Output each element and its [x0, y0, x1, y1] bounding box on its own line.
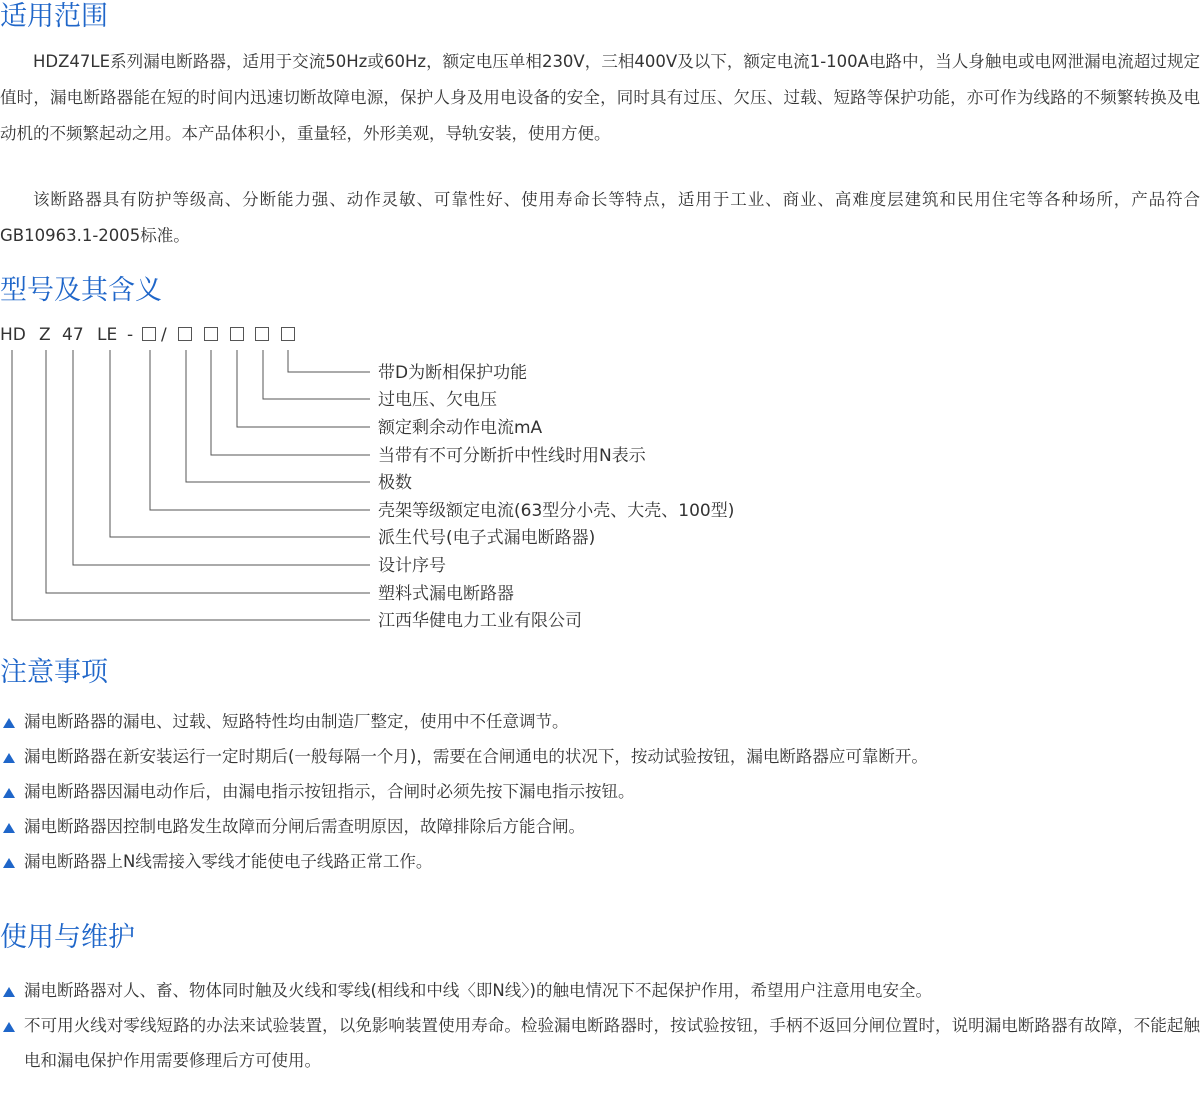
model-code-dash: -: [127, 325, 134, 345]
meaning-frame-current: 壳架等级额定电流(63型分小壳、大壳、100型): [378, 501, 735, 521]
list-item-text: 漏电断路器因控制电路发生故障而分闸后需查明原因，故障排除后方能合闸。: [24, 817, 585, 836]
leader-line: [263, 350, 370, 399]
list-item-text: 不可用火线对零线短路的办法来试验装置，以免影响装置使用寿命。检验漏电断路器时，按试验按钮，手柄不返回分闸位置时，说明漏电断路器有故障，不能起触电和漏电保护作用需要修理后方可使用。: [24, 1016, 1200, 1070]
meaning-over-under-voltage: 过电压、欠电压: [378, 390, 497, 410]
meaning-plastic-breaker: 塑料式漏电断路器: [378, 584, 514, 604]
section-title-model: 型号及其含义: [0, 275, 162, 306]
triangle-bullet-icon: [3, 1022, 15, 1032]
model-code-box: [204, 327, 218, 341]
section-title-usage: 使用与维护: [0, 922, 135, 953]
triangle-bullet-icon: [3, 823, 15, 833]
usage-list: [0, 973, 1200, 1078]
meaning-phase-protection: 带D为断相保护功能: [378, 363, 528, 383]
list-item-text: 漏电断路器上N线需接入零线才能使电子线路正常工作。: [24, 852, 433, 871]
triangle-bullet-icon: [3, 753, 15, 763]
list-item-text: 漏电断路器在新安装运行一定时期后(一般每隔一个月)，需要在合闸通电的状况下，按动试验按钮，漏电断路器应可靠断开。: [24, 747, 928, 766]
list-item: [0, 973, 1200, 1008]
leader-line: [288, 350, 370, 372]
model-code-box: [255, 327, 269, 341]
leader-line: [150, 350, 370, 510]
notes-list: [0, 704, 1200, 879]
list-item: [0, 739, 1200, 774]
list-item: [0, 844, 1200, 879]
list-item-text: 漏电断路器因漏电动作后，由漏电指示按钮指示，合闸时必须先按下漏电指示按钮。: [24, 782, 635, 801]
model-code: [0, 322, 300, 348]
leader-line: [237, 350, 370, 427]
list-item: [0, 704, 1200, 739]
triangle-bullet-icon: [3, 788, 15, 798]
list-item: [0, 809, 1200, 844]
leader-line: [211, 350, 370, 455]
leader-line: [110, 350, 370, 537]
leader-line: [46, 350, 370, 593]
meaning-poles: 极数: [378, 473, 412, 493]
meaning-derivative-code: 派生代号(电子式漏电断路器): [378, 528, 596, 548]
list-item: [0, 1008, 1200, 1078]
triangle-bullet-icon: [3, 858, 15, 868]
model-code-box: [230, 327, 244, 341]
scope-paragraph-2: 该断路器具有防护等级高、分断能力强、动作灵敏、可靠性好、使用寿命长等特点，适用于工业、商业、高难度层建筑和民用住宅等各种场所，产品符合GB10963.1-2005标准。: [0, 190, 1200, 245]
section-title-scope: 适用范围: [0, 1, 108, 32]
model-code-47: 47: [62, 325, 84, 345]
model-breakdown-diagram: [0, 350, 380, 630]
meaning-design-serial: 设计序号: [378, 556, 446, 576]
list-item-text: 漏电断路器的漏电、过载、短路特性均由制造厂整定，使用中不任意调节。: [24, 712, 569, 731]
triangle-bullet-icon: [3, 718, 15, 728]
leader-line: [73, 350, 370, 565]
leader-line: [186, 350, 370, 482]
list-item: [0, 774, 1200, 809]
model-code-hd: HD: [0, 325, 26, 345]
meaning-neutral-line: 当带有不可分断折中性线时用N表示: [378, 446, 646, 466]
model-code-box: [281, 327, 295, 341]
triangle-bullet-icon: [3, 987, 15, 997]
meaning-company: 江西华健电力工业有限公司: [378, 611, 582, 631]
model-code-slash: /: [161, 325, 167, 345]
meaning-residual-current: 额定剩余动作电流mA: [378, 418, 543, 438]
model-code-le: LE: [97, 325, 118, 345]
model-code-box: [142, 327, 156, 341]
section-title-notes: 注意事项: [0, 657, 108, 688]
leader-line: [12, 350, 370, 620]
scope-paragraph-1: HDZ47LE系列漏电断路器，适用于交流50Hz或60Hz，额定电压单相230V，三相400V及以下，额定电流1-100A电路中，当人身触电或电网泄漏电流超过规定值时，漏电断路器能在短的时间内迅速切断故障电源，保护人身及用电设备的安全，同时具有过压、欠压、过载、短路等保护功能，亦可作为线路的不频繁转换及电动机的不频繁起动之用。本产品体积小，重量轻，外形美观，导轨安装，使用方便。: [0, 52, 1200, 143]
list-item-text: 漏电断路器对人、畜、物体同时触及火线和零线(相线和中线〈即N线〉)的触电情况下不起保护作用，希望用户注意用电安全。: [24, 981, 932, 1000]
model-code-z: Z: [39, 325, 51, 345]
model-code-box: [178, 327, 192, 341]
